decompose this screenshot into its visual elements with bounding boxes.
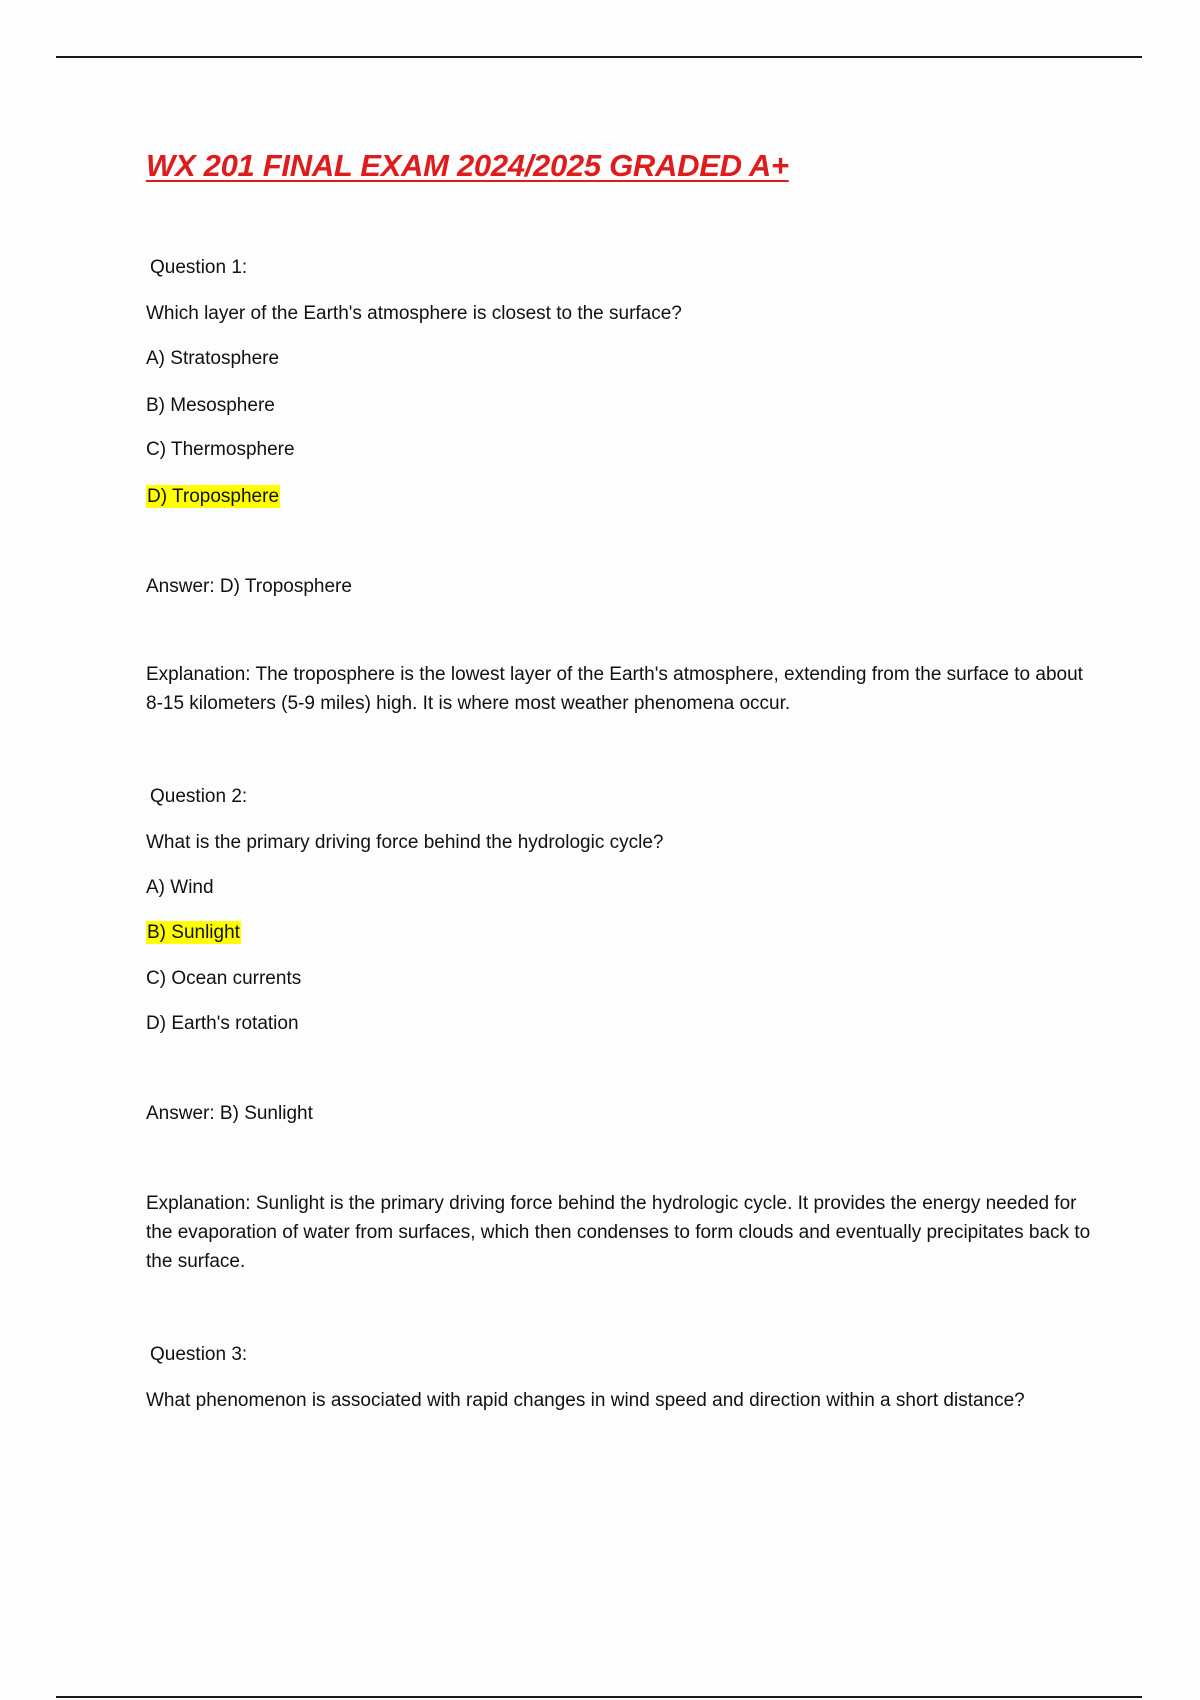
question-2-option-d: D) Earth's rotation xyxy=(146,1013,299,1034)
question-2-answer: Answer: B) Sunlight xyxy=(146,1103,313,1124)
question-2-explanation: Explanation: Sunlight is the primary driving force behind the hydrologic cycle. It provides the energy needed for the evaporation of water from surfaces, which then condenses to form clouds and eventually precipitates back to the surface. xyxy=(146,1193,1091,1272)
question-2-heading: Question 2: xyxy=(150,786,248,807)
document-title: WX 201 FINAL EXAM 2024/2025 GRADED A+ xyxy=(146,148,789,183)
question-1-explanation: Explanation: The troposphere is the lowest layer of the Earth's atmosphere, extending from the surface to about 8-15 kilometers (5-9 miles) high. It is where most weather phenomena occur. xyxy=(146,664,1083,714)
question-1-heading: Question 1: xyxy=(150,257,248,278)
bottom-rule xyxy=(56,1696,1142,1698)
question-1-answer: Answer: D) Troposphere xyxy=(146,576,352,597)
question-3-heading: Question 3: xyxy=(150,1344,248,1365)
question-1-text: Which layer of the Earth's atmosphere is closest to the surface? xyxy=(146,303,682,324)
question-2-option-b xyxy=(146,918,241,947)
question-2-text: What is the primary driving force behind the hydrologic cycle? xyxy=(146,832,664,853)
question-3-text: What phenomenon is associated with rapid changes in wind speed and direction within a short distance? xyxy=(146,1390,1025,1411)
highlighted-correct-option: B) Sunlight xyxy=(147,922,240,943)
question-2-option-a: A) Wind xyxy=(146,877,214,898)
question-1-option-a: A) Stratosphere xyxy=(146,348,280,369)
question-2-option-c: C) Ocean currents xyxy=(146,968,302,989)
question-1-option-c: C) Thermosphere xyxy=(146,439,295,460)
question-1-option-d xyxy=(146,482,280,511)
highlighted-correct-option: D) Troposphere xyxy=(147,486,280,507)
question-1-option-b: B) Mesosphere xyxy=(146,395,275,416)
top-rule xyxy=(56,56,1142,58)
